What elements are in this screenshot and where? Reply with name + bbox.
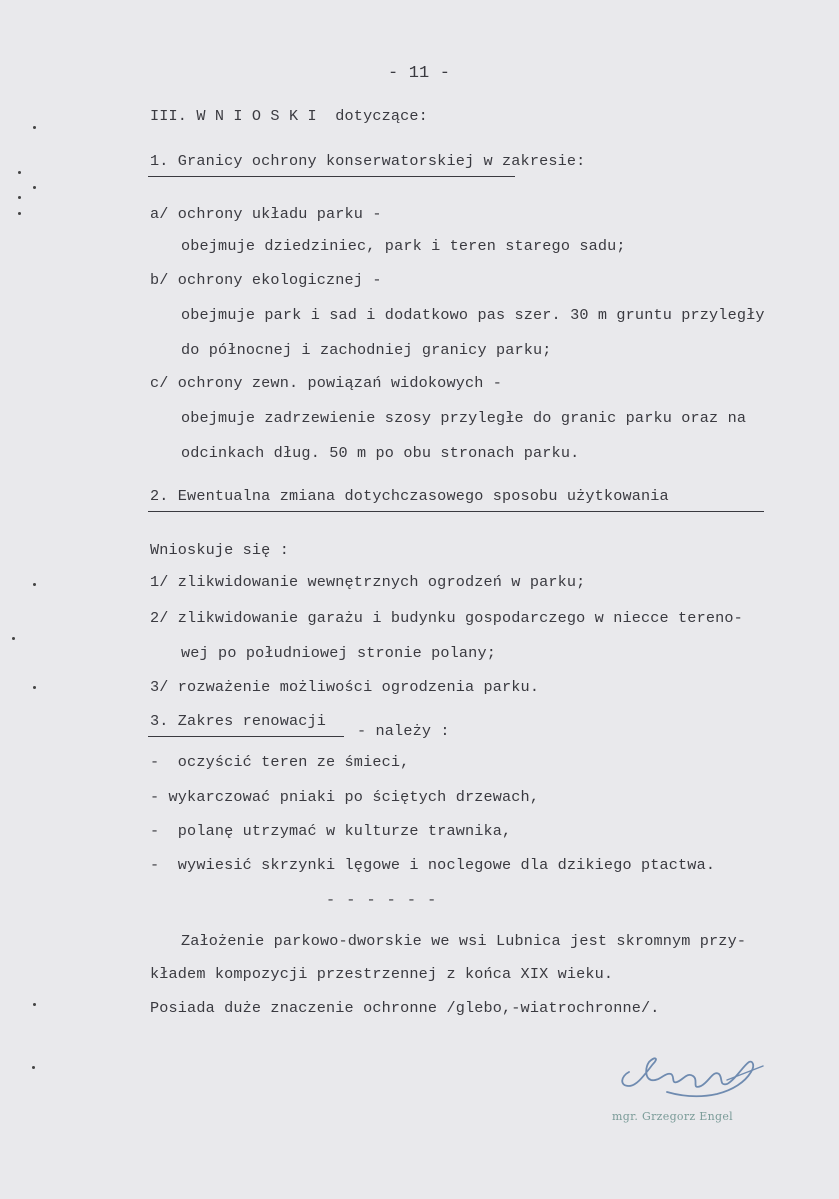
section2-intro: Wnioskuje się :: [150, 541, 289, 559]
margin-mark: [12, 637, 15, 640]
renovation-item: - polanę utrzymać w kulturze trawnika,: [150, 822, 512, 840]
item-c-body-2: odcinkach dług. 50 m po obu stronach parku.: [181, 444, 580, 462]
section1-title: 1. Granicy ochrony konserwatorskiej w zakresie:: [150, 152, 586, 170]
item-b-body-2: do północnej i zachodniej granicy parku;: [181, 341, 552, 359]
section2-title: 2. Ewentualna zmiana dotychczasowego sposobu użytkowania: [150, 487, 669, 505]
section2-item-2a: 2/ zlikwidowanie garażu i budynku gospodarczego w niecce tereno-: [150, 609, 743, 627]
section-heading: III. W N I O S K I dotyczące:: [150, 107, 428, 125]
renovation-item: - wywiesić skrzynki lęgowe i noclegowe dla dzikiego ptactwa.: [150, 856, 716, 874]
margin-mark: [33, 1003, 36, 1006]
section2-item-2b: wej po południowej stronie polany;: [181, 644, 496, 662]
margin-mark: [33, 186, 36, 189]
page-number: - 11 -: [388, 64, 451, 83]
section3-title-suffix: - należy :: [357, 722, 450, 740]
section2-item-1: 1/ zlikwidowanie wewnętrznych ogrodzeń w parku;: [150, 573, 586, 591]
item-b-body-1: obejmuje park i sad i dodatkowo pas szer. 30 m gruntu przyległy: [181, 306, 765, 324]
margin-mark: [32, 1066, 35, 1069]
conclusion-line-3: Posiada duże znaczenie ochronne /glebo,-wiatrochronne/.: [150, 999, 660, 1017]
renovation-item: - wykarczować pniaki po ściętych drzewach,: [150, 788, 540, 806]
handwritten-signature: [615, 1050, 775, 1110]
conclusion-line-1: Założenie parkowo-dworskie we wsi Lubnica jest skromnym przy-: [181, 932, 747, 950]
section2-underline: [148, 511, 764, 512]
renovation-item: - oczyścić teren ze śmieci,: [150, 753, 410, 771]
margin-mark: [33, 126, 36, 129]
item-a-body: obejmuje dziedziniec, park i teren starego sadu;: [181, 237, 626, 255]
item-c-head: c/ ochrony zewn. powiązań widokowych -: [150, 374, 503, 392]
section2-item-3: 3/ rozważenie możliwości ogrodzenia parku.: [150, 678, 540, 696]
section1-underline: [148, 176, 515, 177]
separator-dashes: - - - - - -: [326, 891, 438, 909]
margin-mark: [33, 583, 36, 586]
section3-title: 3. Zakres renowacji: [150, 712, 327, 730]
item-a-head: a/ ochrony układu parku -: [150, 205, 382, 223]
section3-underline: [148, 736, 344, 737]
name-stamp: mgr. Grzegorz Engel: [612, 1110, 733, 1123]
margin-mark: [18, 212, 21, 215]
margin-mark: [18, 171, 21, 174]
item-b-head: b/ ochrony ekologicznej -: [150, 271, 382, 289]
margin-mark: [18, 196, 21, 199]
conclusion-line-2: kładem kompozycji przestrzennej z końca XIX wieku.: [150, 965, 614, 983]
item-c-body-1: obejmuje zadrzewienie szosy przyległe do granic parku oraz na: [181, 409, 747, 427]
margin-mark: [33, 686, 36, 689]
